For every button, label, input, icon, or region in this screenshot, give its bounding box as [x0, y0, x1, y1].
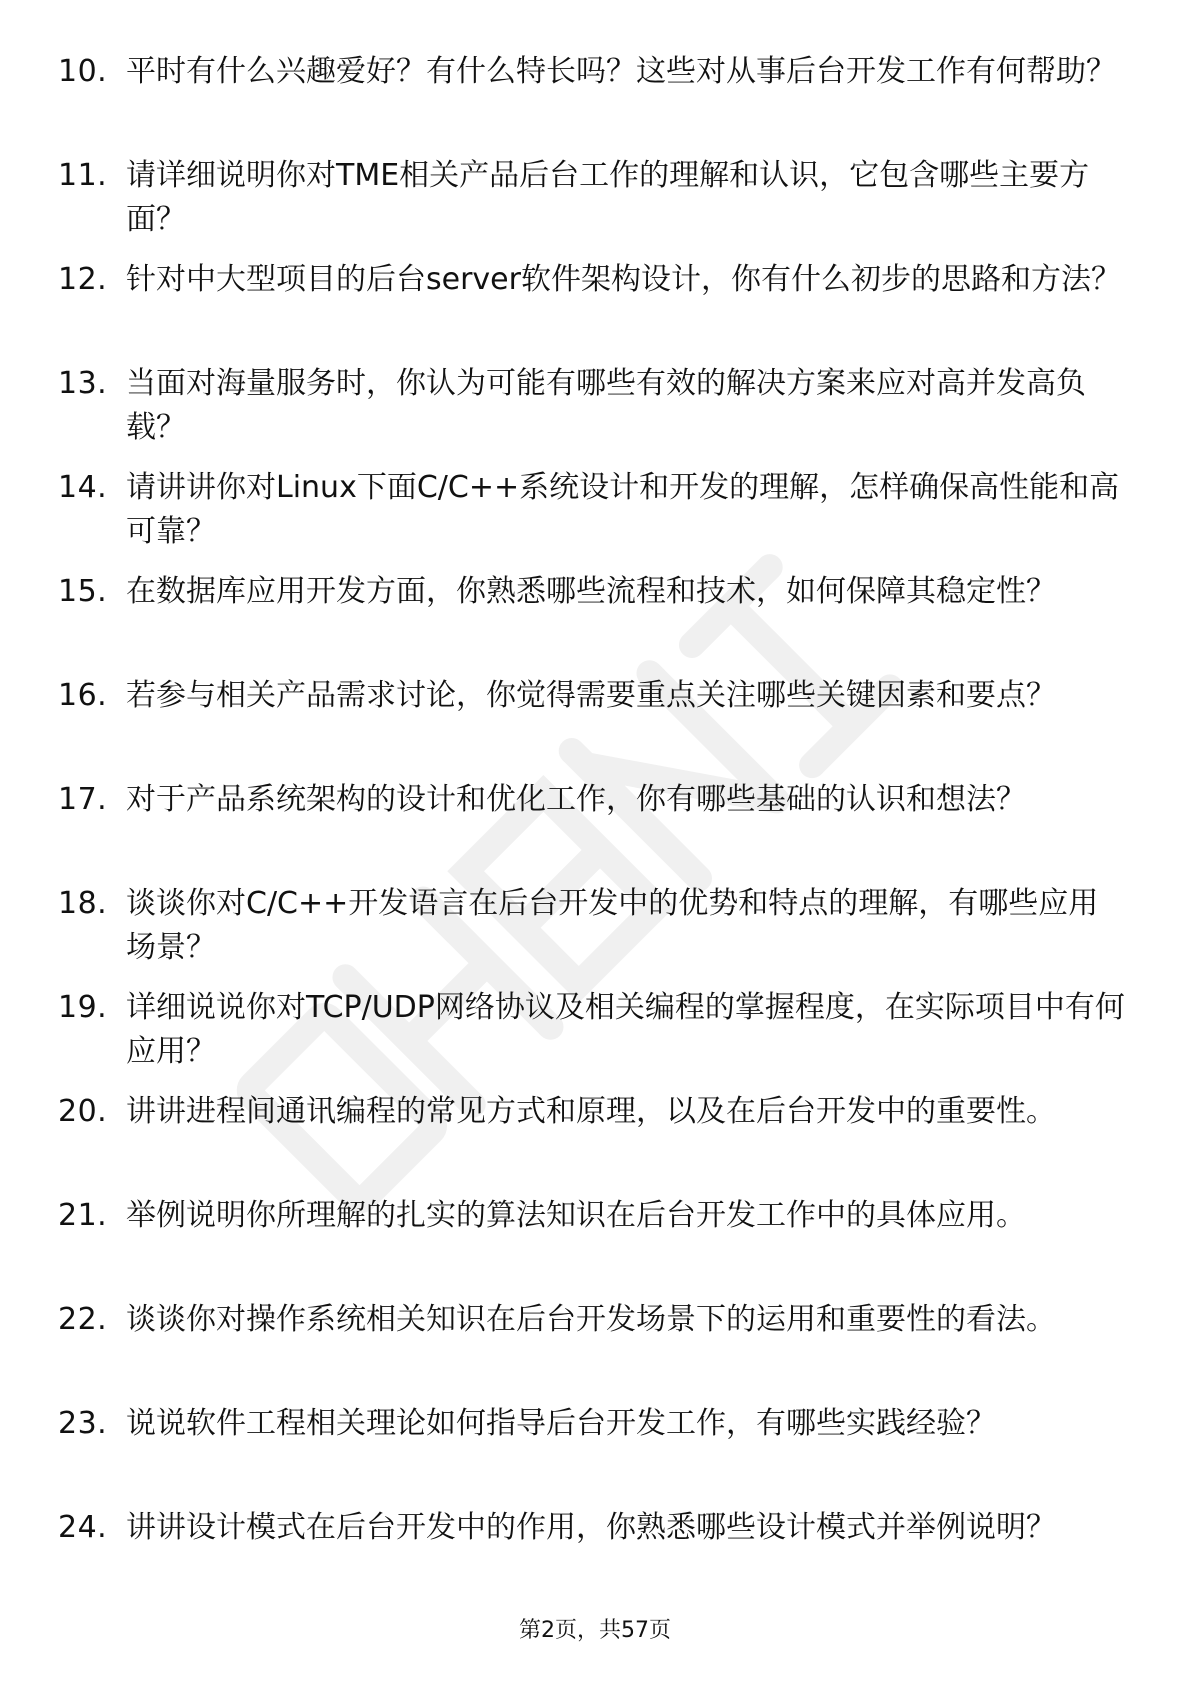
question-list — [58, 50, 1138, 1610]
question-text: 讲讲设计模式在后台开发中的作用，你熟悉哪些设计模式并举例说明？ — [126, 1510, 1056, 1545]
page-number: 第2页，共57页 — [519, 1618, 671, 1643]
question-text: 对于产品系统架构的设计和优化工作，你有哪些基础的认识和想法？ — [126, 782, 1026, 817]
question-text: 请讲讲你对Linux下面C/C++系统设计和开发的理解，怎样确保高性能和高可靠？ — [126, 470, 1120, 549]
question-number: 11. — [58, 158, 108, 193]
question-text: 在数据库应用开发方面，你熟悉哪些流程和技术，如何保障其稳定性？ — [126, 574, 1056, 609]
question-number: 17. — [58, 782, 108, 817]
list-item — [58, 154, 1138, 258]
list-item — [58, 778, 1138, 882]
question-number: 23. — [58, 1406, 108, 1441]
question-text: 讲讲进程间通讯编程的常见方式和原理，以及在后台开发中的重要性。 — [126, 1094, 1056, 1129]
list-item — [58, 1090, 1138, 1194]
question-number: 22. — [58, 1302, 108, 1337]
question-number: 24. — [58, 1510, 108, 1545]
question-number: 14. — [58, 470, 108, 505]
list-item — [58, 362, 1138, 466]
list-item — [58, 1298, 1138, 1402]
question-number: 12. — [58, 262, 108, 297]
question-text: 详细说说你对TCP/UDP网络协议及相关编程的掌握程度，在实际项目中有何应用？ — [126, 990, 1125, 1069]
list-item — [58, 258, 1138, 362]
list-item — [58, 882, 1138, 986]
question-number: 16. — [58, 678, 108, 713]
list-item — [58, 986, 1138, 1090]
question-number: 19. — [58, 990, 108, 1025]
question-text: 谈谈你对操作系统相关知识在后台开发场景下的运用和重要性的看法。 — [126, 1302, 1056, 1337]
question-text: 请详细说明你对TME相关产品后台工作的理解和认识，它包含哪些主要方面？ — [126, 158, 1090, 237]
list-item — [58, 674, 1138, 778]
question-text: 若参与相关产品需求讨论，你觉得需要重点关注哪些关键因素和要点？ — [126, 678, 1056, 713]
question-text: 说说软件工程相关理论如何指导后台开发工作，有哪些实践经验？ — [126, 1406, 996, 1441]
question-text: 平时有什么兴趣爱好？有什么特长吗？这些对从事后台开发工作有何帮助？ — [126, 54, 1116, 89]
question-text: 举例说明你所理解的扎实的算法知识在后台开发工作中的具体应用。 — [126, 1198, 1026, 1233]
list-item — [58, 570, 1138, 674]
question-text: 当面对海量服务时，你认为可能有哪些有效的解决方案来应对高并发高负载？ — [126, 366, 1086, 445]
list-item — [58, 50, 1138, 154]
list-item — [58, 1506, 1138, 1610]
question-number: 15. — [58, 574, 108, 609]
question-text: 针对中大型项目的后台server软件架构设计，你有什么初步的思路和方法？ — [126, 262, 1121, 297]
list-item — [58, 1402, 1138, 1506]
list-item — [58, 466, 1138, 570]
question-number: 18. — [58, 886, 108, 921]
question-number: 13. — [58, 366, 108, 401]
question-text: 谈谈你对C/C++开发语言在后台开发中的优势和特点的理解，有哪些应用场景？ — [126, 886, 1099, 965]
question-number: 21. — [58, 1198, 108, 1233]
list-item — [58, 1194, 1138, 1298]
question-number: 20. — [58, 1094, 108, 1129]
question-number: 10. — [58, 54, 108, 89]
